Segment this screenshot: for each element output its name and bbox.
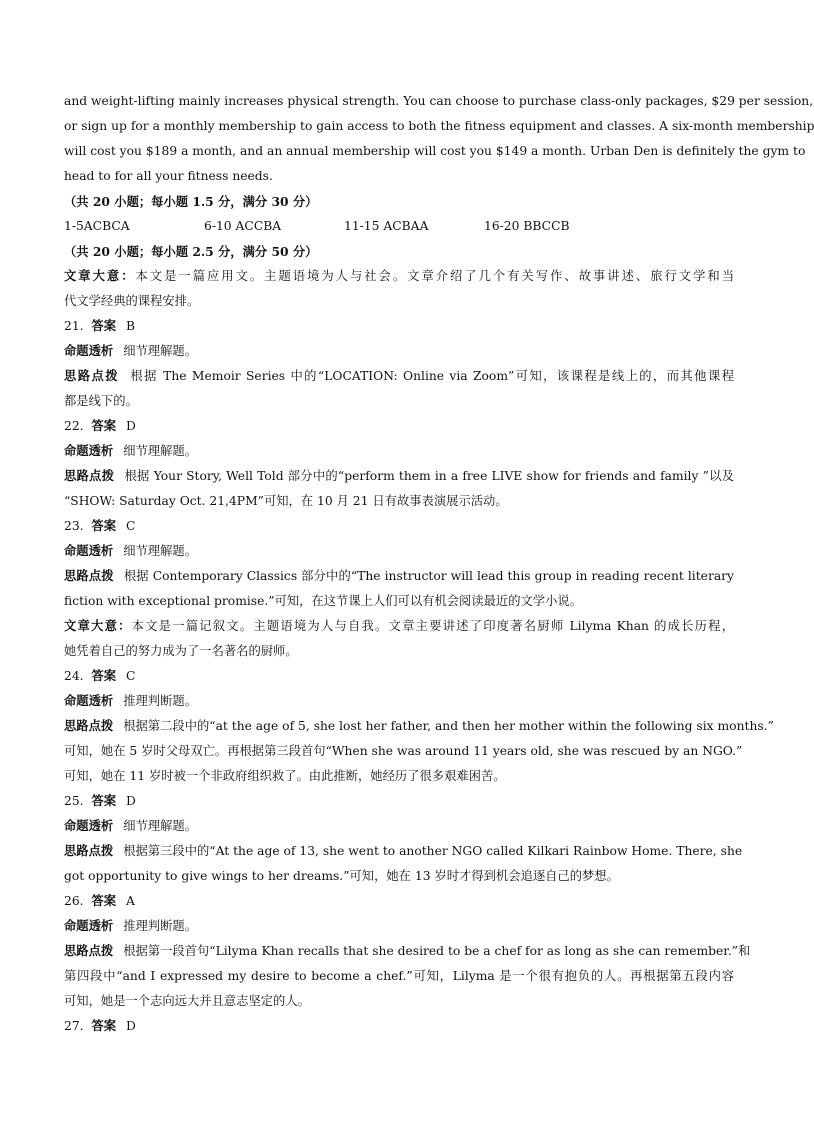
question-type — [64, 914, 734, 939]
summary-text: 本文是一篇应用文。主题语境为人与社会。文章介绍了几个有关写作、故事讲述、旅行文学和当 — [135, 269, 734, 283]
type-value: 细节理解题。 — [123, 344, 197, 358]
question-type — [64, 339, 734, 364]
hint-line — [64, 364, 734, 389]
hint-line: 都是线下的。 — [64, 394, 138, 408]
summary-line — [64, 264, 734, 289]
hint-text: 根据第三段中的“At the age of 13, she went to another NGO called Kilkari Rainbow Home. There, she — [123, 844, 743, 858]
question-number: 25. — [64, 794, 84, 808]
hint-label: 思路点拨 — [64, 369, 119, 383]
section-header: （共 20 小题；每小题 2.5 分，满分 50 分） — [64, 244, 318, 259]
answer-label: 答案 — [91, 519, 116, 533]
summary-line: 她凭着自己的努力成为了一名著名的厨师。 — [64, 644, 298, 658]
type-value: 细节理解题。 — [123, 544, 197, 558]
question-answer — [64, 1014, 734, 1039]
question-type — [64, 814, 734, 839]
hint-label: 思路点拨 — [64, 569, 114, 583]
question-answer — [64, 789, 734, 814]
intro-paragraph — [64, 89, 814, 189]
type-label: 命题透析 — [64, 444, 114, 458]
question-number: 24. — [64, 669, 84, 683]
answer-key-page — [64, 89, 814, 1039]
summary-line — [64, 614, 734, 639]
section-header: （共 20 小题；每小题 1.5 分，满分 30 分） — [64, 194, 318, 209]
hint-text: 根据 Your Story, Well Told 部分中的“perform them in a free LIVE show for friends and family ”以及 — [124, 469, 734, 483]
type-label: 命题透析 — [64, 819, 114, 833]
question-answer — [64, 314, 734, 339]
hint-label: 思路点拨 — [64, 469, 115, 483]
hint-line: fiction with exceptional promise.”可知，在这节课上人们可以有机会阅读最近的文学小说。 — [64, 594, 582, 608]
answer-group: 11-15 ACBAA — [344, 219, 429, 233]
answer-value: D — [126, 419, 136, 433]
hint-text: 根据第一段首句“Lilyma Khan recalls that she desired to be a chef for as long as she can remember.”和 — [123, 944, 751, 958]
question-number: 27. — [64, 1019, 84, 1033]
hint-line: 可知，她是一个志向远大并且意志坚定的人。 — [64, 994, 310, 1008]
summary-label: 文章大意： — [64, 269, 136, 283]
summary-text: 本文是一篇记叙文。主题语境为人与自我。文章主要讲述了印度著名厨师 Lilyma Khan 的成长历程， — [131, 619, 734, 633]
hint-line: “SHOW: Saturday Oct. 21,4PM”可知，在 10 月 21 日有故事表演展示活动。 — [64, 494, 508, 508]
question-number: 23. — [64, 519, 84, 533]
type-label: 命题透析 — [64, 344, 114, 358]
question-number: 21. — [64, 319, 84, 333]
question-answer — [64, 889, 734, 914]
answer-value: C — [126, 519, 136, 533]
text-line: head to for all your fitness needs. — [64, 169, 273, 183]
type-value: 细节理解题。 — [123, 444, 197, 458]
summary-line: 代文学经典的课程安排。 — [64, 294, 200, 308]
hint-line: got opportunity to give wings to her dreams.”可知，她在 13 岁时才得到机会追逐自己的梦想。 — [64, 869, 619, 883]
question-number: 26. — [64, 894, 84, 908]
answer-label: 答案 — [91, 1019, 116, 1033]
answer-value: B — [126, 319, 136, 333]
answer-label: 答案 — [91, 894, 116, 908]
answer-group: 6-10 ACCBA — [204, 219, 282, 233]
type-value: 推理判断题。 — [123, 919, 197, 933]
hint-line — [64, 714, 774, 739]
hint-line: 可知，她在 11 岁时被一个非政府组织救了。由此推断，她经历了很多艰难困苦。 — [64, 769, 506, 783]
answer-group: 1-5ACBCA — [64, 219, 130, 233]
question-type — [64, 439, 734, 464]
answer-row — [64, 214, 734, 239]
question-answer — [64, 664, 734, 689]
question-type — [64, 539, 734, 564]
question-type — [64, 689, 734, 714]
text-line: will cost you $189 a month, and an annual membership will cost you $149 a month. Urban Den is definitely the gym to — [64, 144, 806, 158]
answer-label: 答案 — [91, 669, 116, 683]
answer-label: 答案 — [91, 419, 116, 433]
type-label: 命题透析 — [64, 919, 114, 933]
question-answer — [64, 514, 734, 539]
answer-label: 答案 — [91, 794, 116, 808]
type-label: 命题透析 — [64, 544, 114, 558]
answer-value: A — [126, 894, 135, 908]
hint-line — [64, 564, 734, 589]
answer-value: D — [126, 794, 136, 808]
question-number: 22. — [64, 419, 84, 433]
hint-label: 思路点拨 — [64, 944, 114, 958]
text-line: and weight-lifting mainly increases physical strength. You can choose to purchase class-only packages, $29 per session, — [64, 94, 814, 108]
answer-value: D — [126, 1019, 136, 1033]
answer-label: 答案 — [91, 319, 116, 333]
summary-label: 文章大意： — [64, 619, 132, 633]
hint-text: 根据 The Memoir Series 中的“LOCATION: Online via Zoom”可知，该课程是线上的，而其他课程 — [128, 369, 734, 383]
hint-text: 根据 Contemporary Classics 部分中的“The instructor will lead this group in reading recent literary — [123, 569, 734, 583]
hint-line — [64, 464, 734, 489]
text-line: or sign up for a monthly membership to gain access to both the fitness equipment and classes. A six-month membership — [64, 119, 814, 133]
hint-label: 思路点拨 — [64, 844, 114, 858]
hint-line — [64, 939, 751, 964]
hint-line — [64, 839, 743, 864]
hint-line: 第四段中“and I expressed my desire to become a chef.”可知，Lilyma 是一个很有抱负的人。再根据第五段内容 — [64, 969, 734, 983]
type-value: 细节理解题。 — [123, 819, 197, 833]
type-value: 推理判断题。 — [123, 694, 197, 708]
hint-label: 思路点拨 — [64, 719, 114, 733]
hint-text: 根据第二段中的“at the age of 5, she lost her father, and then her mother within the following six months.” — [123, 719, 774, 733]
hint-line: 可知，她在 5 岁时父母双亡。再根据第三段首句“When she was around 11 years old, she was rescued by an NGO.” — [64, 744, 743, 758]
type-label: 命题透析 — [64, 694, 114, 708]
question-answer — [64, 414, 734, 439]
answer-value: C — [126, 669, 136, 683]
answer-group: 16-20 BBCCB — [484, 219, 570, 233]
